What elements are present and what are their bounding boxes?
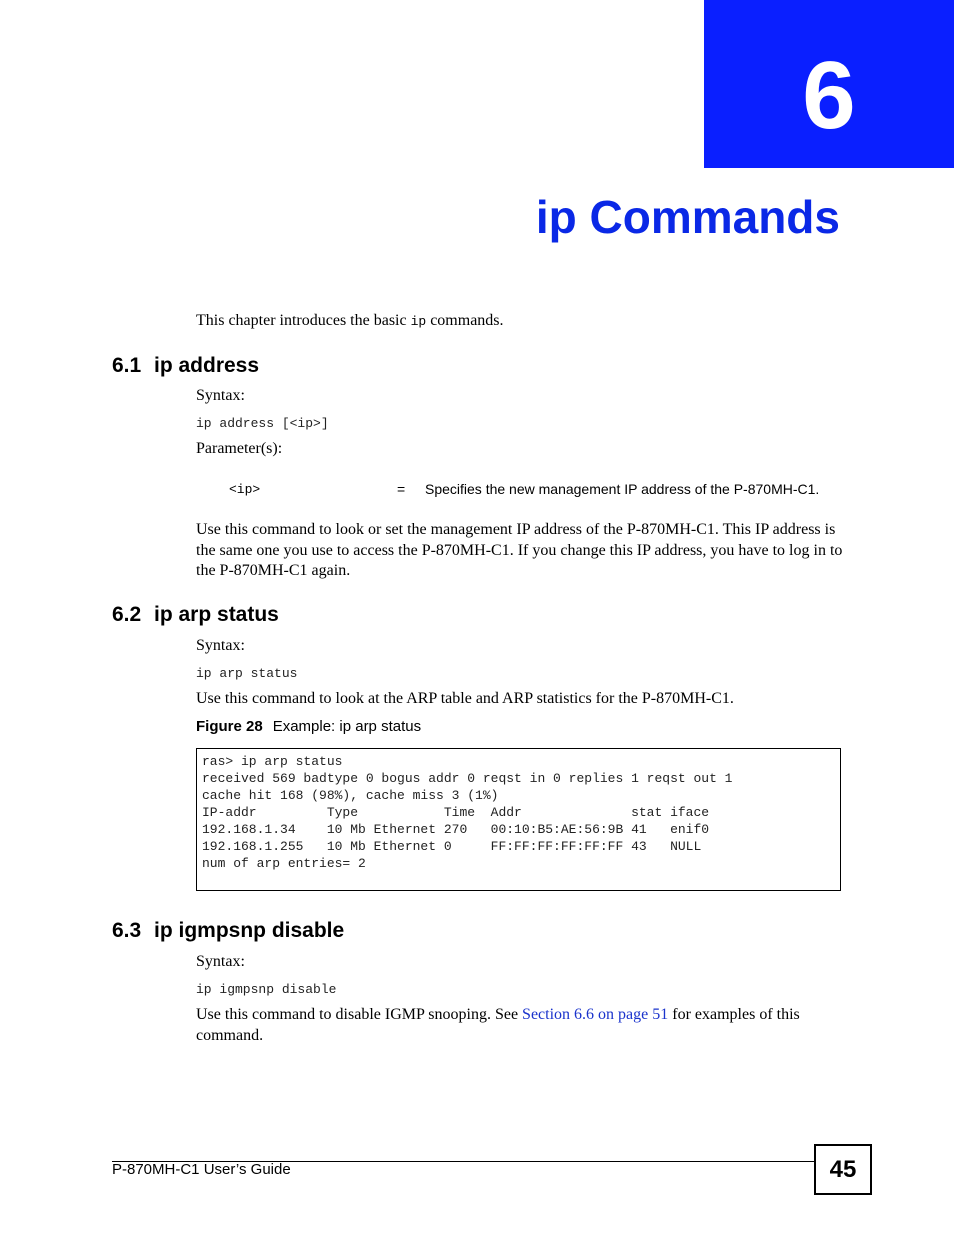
description-text-after: for examples of this command. — [196, 1006, 800, 1044]
intro-paragraph — [196, 311, 846, 333]
figure-label: Figure 28 — [196, 718, 263, 735]
syntax-label: Syntax: — [196, 953, 245, 970]
terminal-line: cache hit 168 (98%), cache miss 3 (1%) — [202, 788, 499, 803]
terminal-line: 192.168.1.255 10 Mb Ethernet 0 FF:FF:FF:FF:FF:FF 43 NULL — [202, 839, 702, 854]
section-cross-reference-link[interactable]: Section 6.6 on page 51 — [522, 1006, 669, 1023]
figure-caption — [196, 718, 421, 735]
section-number: 6.1 — [112, 354, 142, 377]
section-number: 6.3 — [112, 919, 142, 942]
parameter-equals: = — [397, 481, 406, 497]
terminal-output-box — [196, 748, 841, 891]
description-text-before: Use this command to disable IGMP snooping. See — [196, 1006, 523, 1023]
syntax-code: ip address [<ip>] — [196, 416, 329, 431]
parameter-description: Specifies the new management IP address of the P-870MH-C1. — [425, 481, 820, 497]
page-number: 45 — [814, 1144, 872, 1195]
section-heading-ip-address — [112, 353, 259, 378]
section-title: ip igmpsnp disable — [154, 919, 345, 942]
section-description: Use this command to look or set the management IP address of the P-870MH-C1. This IP address is the same one you use to access the P-870MH-C1. If you change this IP address, you have to log in to the P-870MH-C1 again. — [196, 521, 843, 579]
terminal-line: IP-addr Type Time Addr stat iface — [202, 805, 710, 820]
intro-code: ip — [410, 314, 427, 329]
syntax-code: ip igmpsnp disable — [196, 982, 337, 997]
section-title: ip arp status — [154, 603, 279, 626]
terminal-line: 192.168.1.34 10 Mb Ethernet 270 00:10:B5:AE:56:9B 41 enif0 — [202, 822, 710, 837]
section-number: 6.2 — [112, 603, 142, 626]
section-title: ip address — [154, 354, 260, 377]
section-heading-ip-arp-status — [112, 602, 279, 627]
chapter-title: ip Commands — [535, 191, 840, 243]
section-description — [196, 1005, 846, 1046]
chapter-number-box — [704, 0, 954, 168]
terminal-line: ras> ip arp status — [202, 754, 343, 769]
intro-text-before: This chapter introduces the basic — [196, 312, 411, 329]
parameter-name: <ip> — [229, 482, 261, 497]
footer-guide-title: P-870MH-C1 User’s Guide — [112, 1161, 291, 1178]
intro-text-after: commands. — [426, 312, 504, 329]
syntax-label: Syntax: — [196, 637, 245, 654]
terminal-line: num of arp entries= 2 — [202, 856, 366, 871]
figure-caption-text: Example: ip arp status — [272, 718, 422, 735]
chapter-number: 6 — [802, 42, 856, 149]
terminal-line: received 569 badtype 0 bogus addr 0 reqst in 0 replies 1 reqst out 1 — [202, 771, 733, 786]
parameter-row — [196, 480, 846, 500]
section-heading-ip-igmpsnp-disable — [112, 918, 344, 943]
syntax-label: Syntax: — [196, 387, 245, 404]
syntax-code: ip arp status — [196, 666, 298, 681]
parameters-label: Parameter(s): — [196, 440, 283, 457]
section-description: Use this command to look at the ARP table and ARP statistics for the P-870MH-C1. — [196, 690, 734, 707]
